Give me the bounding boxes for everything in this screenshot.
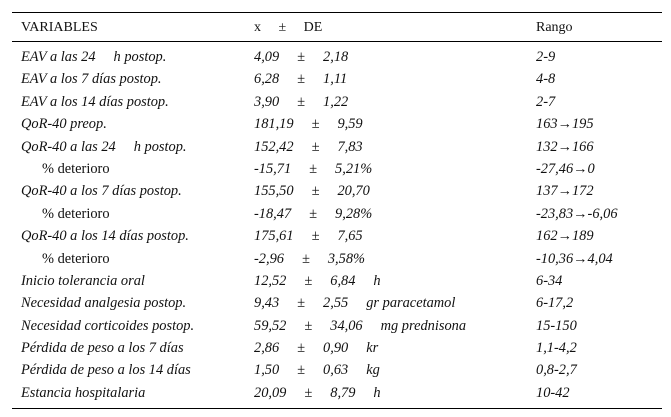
row-variable: EAV a las 24 h postop. bbox=[21, 49, 167, 65]
header-variables: VARIABLES bbox=[21, 20, 98, 35]
row-variable: Pérdida de peso a los 14 días bbox=[21, 362, 191, 379]
row-mean-sd: 4,09 ± 2,18 bbox=[254, 49, 349, 65]
table-header bbox=[12, 13, 662, 42]
row-variable: EAV a los 7 días postop. bbox=[21, 71, 162, 88]
table-row bbox=[12, 113, 662, 135]
row-mean-sd: -2,96 ± 3,58% bbox=[254, 250, 366, 267]
row-mean-sd: 1,50 ± 0,63 kg bbox=[254, 362, 380, 379]
row-range: 6-17,2 bbox=[536, 295, 574, 312]
row-variable: Pérdida de peso a los 7 días bbox=[21, 340, 184, 357]
table-row bbox=[12, 382, 662, 404]
row-range: 137→172 bbox=[536, 183, 594, 200]
row-variable: % deterioro bbox=[42, 160, 110, 177]
row-variable: % deterioro bbox=[42, 205, 110, 222]
table-row bbox=[12, 91, 662, 113]
row-range: -27,46→0 bbox=[536, 160, 595, 177]
table-row bbox=[12, 248, 662, 270]
row-variable: Inicio tolerancia oral bbox=[21, 272, 145, 289]
row-range: 10-42 bbox=[536, 384, 570, 401]
row-mean-sd: 152,42 ± 7,83 bbox=[254, 138, 363, 155]
table-row bbox=[12, 68, 662, 90]
header-range: Rango bbox=[536, 20, 573, 35]
row-mean-sd: 20,09 ± 8,79 h bbox=[254, 384, 381, 401]
row-variable: Estancia hospitalaria bbox=[21, 384, 146, 401]
row-range: 2-7 bbox=[536, 93, 556, 110]
row-variable: QoR-40 a los 14 días postop. bbox=[21, 228, 189, 245]
table-row bbox=[12, 225, 662, 247]
row-variable: Necesidad corticoides postop. bbox=[21, 317, 195, 334]
table-row bbox=[12, 315, 662, 337]
table-row bbox=[12, 136, 662, 158]
row-mean-sd: 155,50 ± 20,70 bbox=[254, 183, 370, 200]
header-mean-sd: x ± DE bbox=[254, 20, 323, 35]
table-row bbox=[12, 337, 662, 359]
table-row bbox=[12, 158, 662, 180]
row-mean-sd: -15,71 ± 5,21% bbox=[254, 160, 373, 177]
row-mean-sd: 59,52 ± 34,06 mg prednisona bbox=[254, 317, 467, 334]
row-mean-sd: 12,52 ± 6,84 h bbox=[254, 272, 381, 289]
row-range: -23,83→-6,06 bbox=[536, 205, 618, 222]
table-row bbox=[12, 46, 662, 68]
row-range: 132→166 bbox=[536, 138, 594, 155]
table-row bbox=[12, 359, 662, 381]
row-mean-sd: 2,86 ± 0,90 kr bbox=[254, 340, 379, 357]
row-variable: Necesidad analgesia postop. bbox=[21, 295, 187, 312]
row-range: 163→195 bbox=[536, 116, 594, 133]
row-variable: QoR-40 a las 24 h postop. bbox=[21, 138, 187, 155]
row-range: 1,1-4,2 bbox=[536, 340, 577, 357]
row-mean-sd: 175,61 ± 7,65 bbox=[254, 228, 363, 245]
row-mean-sd: 6,28 ± 1,11 bbox=[254, 71, 348, 88]
row-variable: % deterioro bbox=[42, 250, 110, 267]
row-variable: EAV a los 14 días postop. bbox=[21, 93, 169, 110]
row-range: -10,36→4,04 bbox=[536, 250, 613, 267]
table-row bbox=[12, 203, 662, 225]
row-range: 4-8 bbox=[536, 71, 556, 88]
table-row bbox=[12, 180, 662, 202]
row-mean-sd: 181,19 ± 9,59 bbox=[254, 116, 363, 133]
row-range: 0,8-2,7 bbox=[536, 362, 577, 379]
row-variable: QoR-40 a los 7 días postop. bbox=[21, 183, 182, 200]
row-range: 15-150 bbox=[536, 317, 577, 334]
row-mean-sd: -18,47 ± 9,28% bbox=[254, 205, 373, 222]
table-row bbox=[12, 270, 662, 292]
results-table bbox=[12, 12, 662, 409]
table-row bbox=[12, 292, 662, 314]
row-mean-sd: 9,43 ± 2,55 gr paracetamol bbox=[254, 295, 456, 312]
table-body bbox=[12, 42, 662, 408]
row-range: 2-9 bbox=[536, 49, 556, 65]
row-mean-sd: 3,90 ± 1,22 bbox=[254, 93, 349, 110]
row-range: 6-34 bbox=[536, 272, 563, 289]
row-range: 162→189 bbox=[536, 228, 594, 245]
row-variable: QoR-40 preop. bbox=[21, 116, 107, 133]
